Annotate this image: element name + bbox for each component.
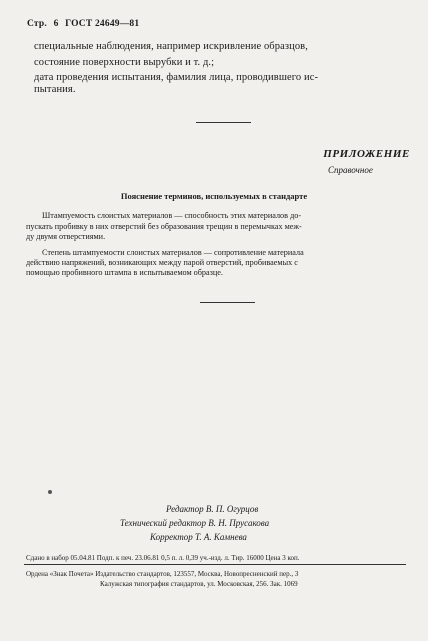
section-title: Пояснение терминов, используемых в стандарте	[120, 191, 308, 201]
paragraph-2-first-line	[42, 248, 304, 258]
list-line-2: состояние поверхности вырубки и т. д.;	[34, 57, 215, 68]
list-line-1: специальные наблюдения, например искривление образцов,	[34, 41, 308, 52]
divider-rule	[196, 122, 251, 123]
paragraph-line: Штампуемость слоистых материалов — способность этих материалов до-	[42, 211, 302, 220]
imprint-line-1: Сдано в набор 05.04.81 Подп. к печ. 23.06.81 0,5 п. л. 0,39 уч.-изд. л. Тир. 16000 Цена 3 коп.	[26, 554, 300, 562]
imprint-rule	[24, 564, 406, 565]
paragraph-1-first-line	[42, 211, 301, 221]
editor-credit: Редактор В. П. Огурцов	[166, 504, 259, 514]
paragraph-2-continuation	[26, 258, 298, 279]
tech-editor-credit: Технический редактор В. Н. Прусакова	[120, 518, 270, 528]
page-label: Стр.	[27, 19, 47, 29]
paragraph-line: ду двумя отверстиями.	[26, 232, 106, 242]
paragraph-line: действию напряжений, возникающих между парой отверстий, пробиваемых с	[26, 258, 298, 267]
divider-rule	[200, 302, 255, 303]
list-line-4: пытания.	[34, 84, 76, 95]
standard-number: ГОСТ 24649—81	[65, 19, 140, 29]
paragraph-line: помощью пробивного штампа в испытываемом образце.	[26, 268, 223, 278]
paragraph-line: Степень штампуемости слоистых материалов — сопротивление материала	[42, 248, 304, 257]
imprint-line-2: Ордена «Знак Почета» Издательство стандартов, 123557, Москва, Новопресненский пер., 3	[26, 570, 299, 578]
list-line-3: дата проведения испытания, фамилия лица, проводившего ис-	[34, 72, 319, 83]
scan-dot-mark	[48, 490, 52, 494]
proofreader-credit: Корректор Т. А. Камнева	[150, 532, 247, 542]
page-header	[27, 19, 139, 29]
page-number: 6	[53, 19, 59, 29]
imprint-line-3: Калужская типография стандартов, ул. Московская, 256. Зак. 1069	[100, 580, 298, 588]
appendix-subtitle: Справочное	[328, 165, 373, 175]
paragraph-1-continuation	[26, 222, 302, 243]
appendix-title: ПРИЛОЖЕНИЕ	[323, 148, 410, 160]
paragraph-line: пускать пробивку в них отверстий без образования трещин в перемычках меж-	[26, 222, 302, 231]
